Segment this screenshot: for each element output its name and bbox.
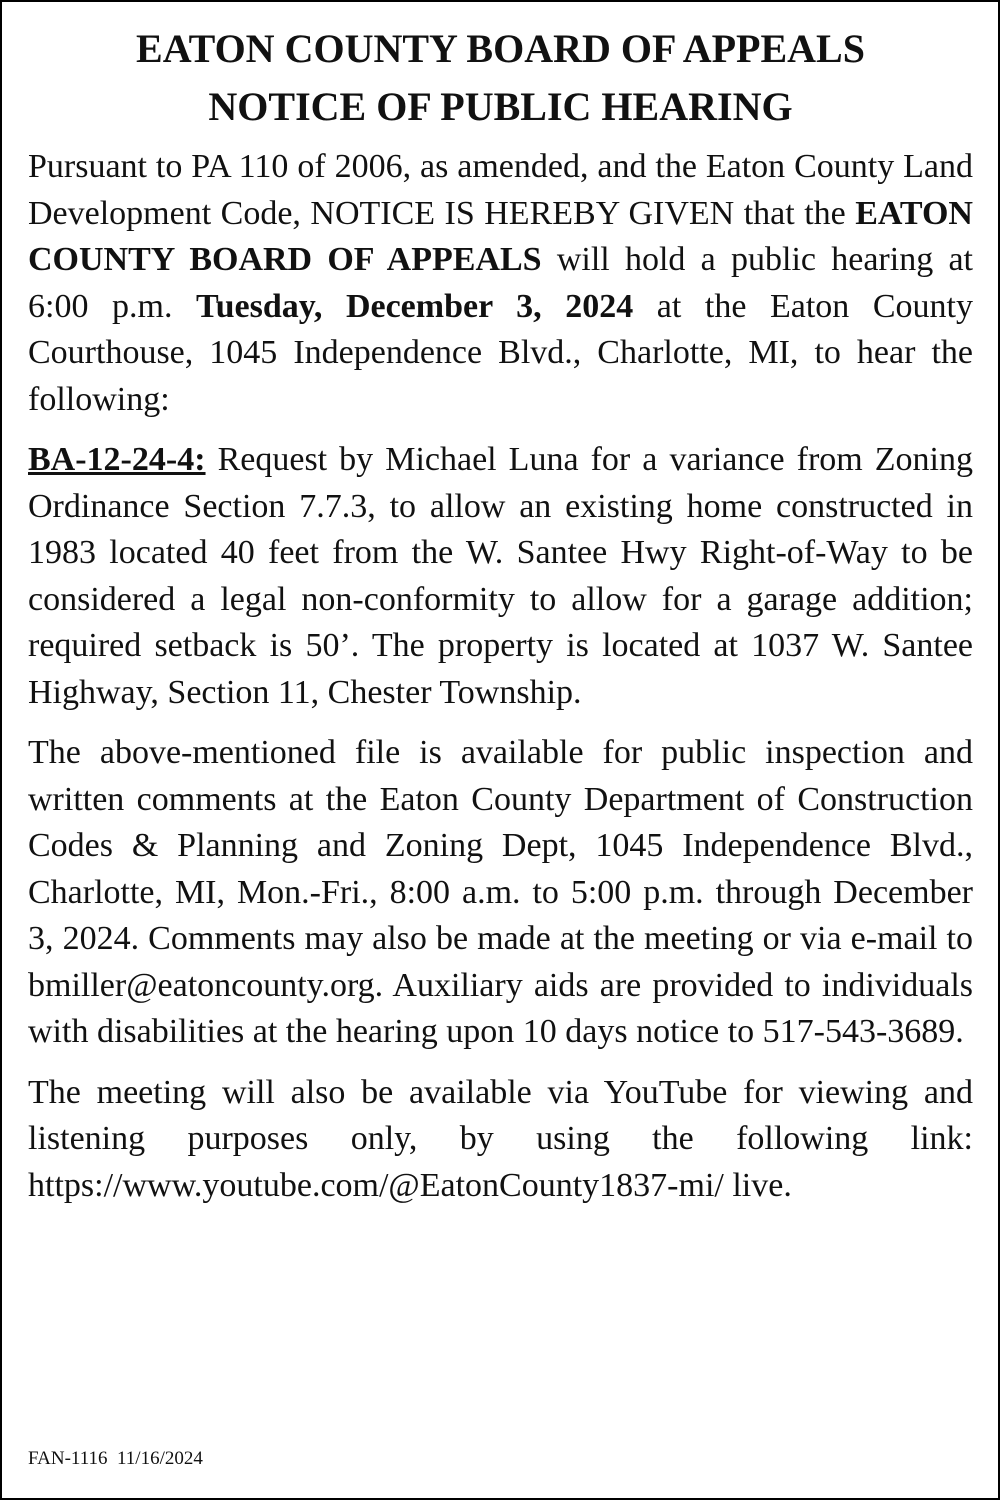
case-text: Request by Michael Luna for a variance from Zoning Ordinance Section 7.7.3, to allow an existing home constructed in 1983 located 40 feet from the W. Santee Hwy Right-of-Way to be considered a legal non-conformity to allow for a garage addition; required setback is 50’. The property is located at 1037 W. Santee Highway, Section 11, Chester Township. — [28, 441, 973, 711]
intro-text-3: at the Eaton County Courthouse, 1045 Independence Blvd., Charlotte, MI, to hear the following: — [28, 287, 973, 418]
intro-text-2: will hold a public hearing at 6:00 p.m. — [28, 241, 973, 325]
youtube-paragraph: The meeting will also be available via YouTube for viewing and listening purposes only, by using the following link: https://www.youtube.com/@EatonCounty1837-mi/ live. — [28, 1073, 973, 1204]
publication-code: FAN-1116 11/16/2024 — [28, 1448, 203, 1469]
board-name: EATON COUNTY BOARD OF APPEALS — [28, 194, 973, 278]
hearing-date: Tuesday, December 3, 2024 — [196, 287, 634, 325]
case-paragraph — [28, 437, 973, 716]
notice-title — [28, 20, 973, 136]
title-line-1: EATON COUNTY BOARD OF APPEALS — [136, 26, 865, 71]
intro-text-1: Pursuant to PA 110 of 2006, as amended, and the Eaton County Land Development Code, NOTICE IS HEREBY GIVEN that the — [28, 148, 973, 232]
title-line-2: NOTICE OF PUBLIC HEARING — [208, 84, 793, 129]
case-id: BA-12-24-4: — [28, 441, 206, 478]
inspection-paragraph: The above-mentioned file is available for public inspection and written comments at the Eaton County Department of Construction Codes & Planning and Zoning Dept, 1045 Independence Blvd., Charlotte, MI, Mon.-Fri., 8:00 a.m. to 5:00 p.m. through December 3, 2024. Comments may also be made at the meeting or via e-mail to bmiller@eatoncounty.org. Auxiliary aids are provided to individuals with disabilities at the hearing upon 10 days notice to 517-543-3689. — [28, 734, 973, 1050]
intro-paragraph — [28, 144, 973, 423]
